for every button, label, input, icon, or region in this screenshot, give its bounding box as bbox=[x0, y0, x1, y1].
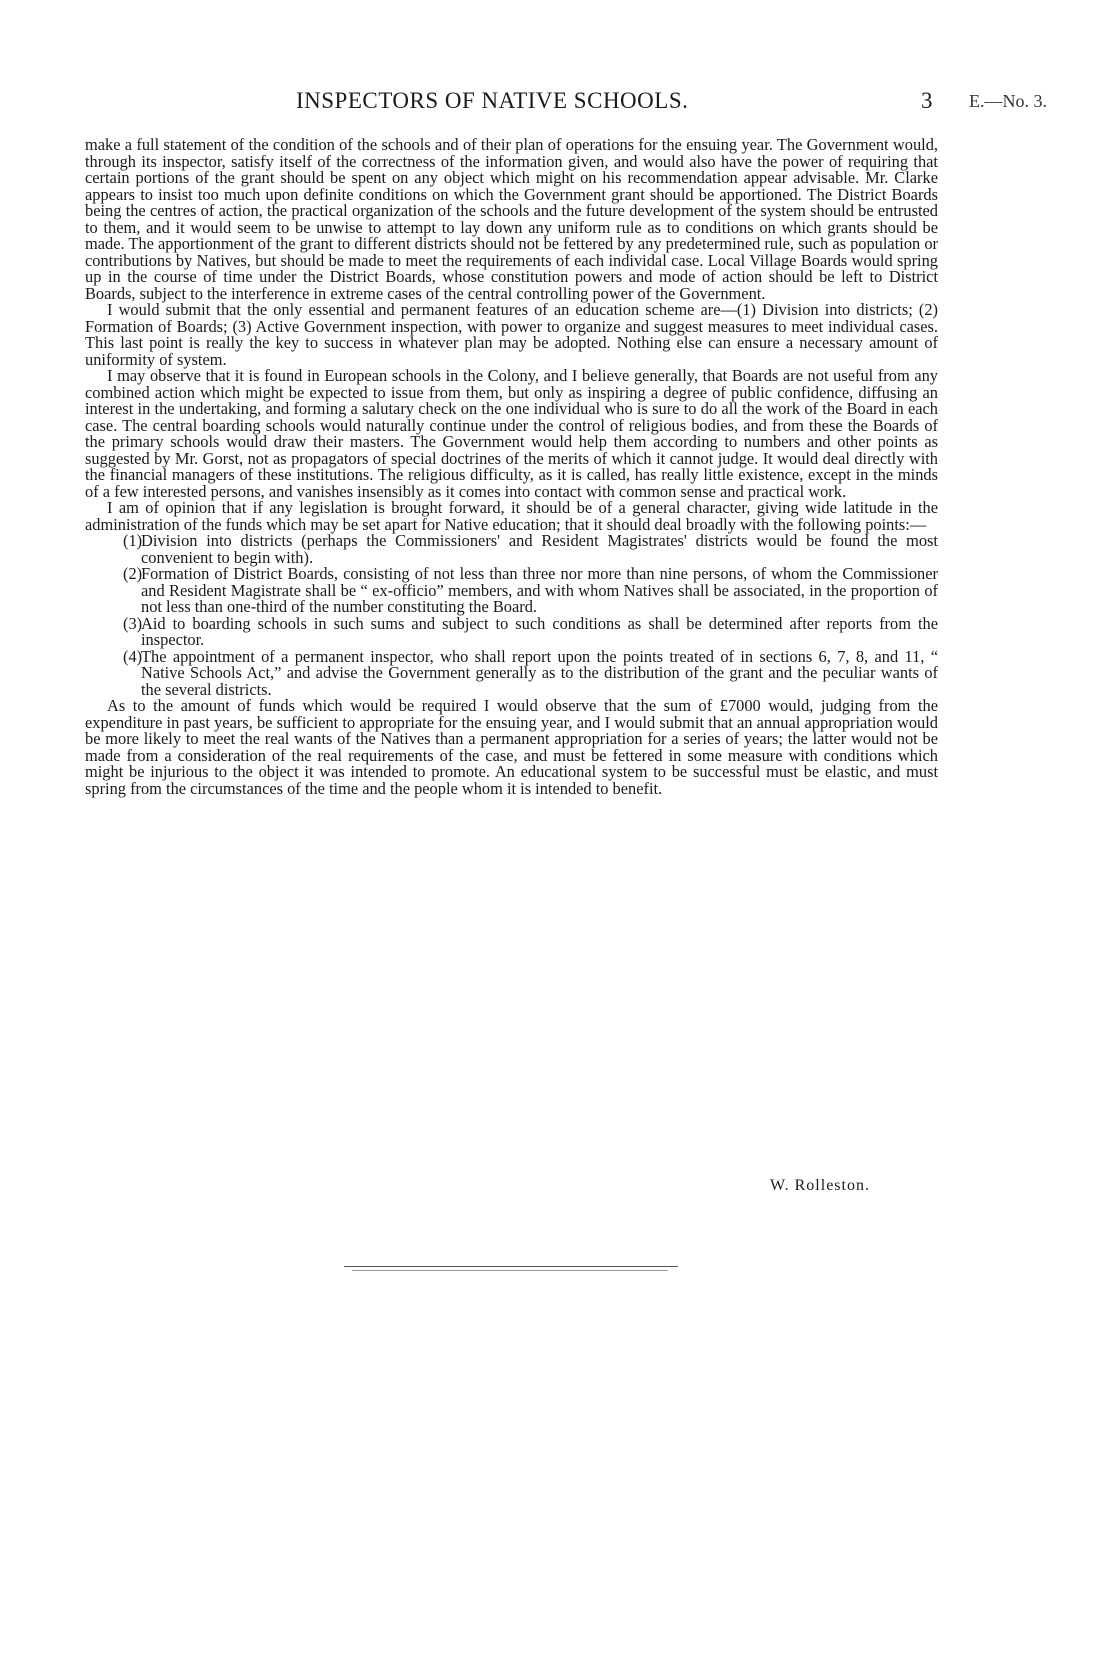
divider-line bbox=[352, 1270, 668, 1271]
page-title: INSPECTORS OF NATIVE SCHOOLS. bbox=[296, 88, 689, 113]
paragraph: I am of opinion that if any legislation is brought forward, it should be of a general character, giving wide latitude in the administration of the funds which may be set apart for Native education; that it should deal broadly with the following points:— bbox=[85, 498, 938, 534]
body-text bbox=[85, 137, 938, 797]
page-header bbox=[0, 88, 1114, 122]
list-item bbox=[85, 566, 938, 616]
list-item-text: Aid to boarding schools in such sums and subject to such conditions as shall be determined after reports from the inspector. bbox=[141, 613, 938, 649]
list-item-text: Division into districts (perhaps the Commissioners' and Resident Magistrates' districts would be found the most convenient to begin with). bbox=[141, 531, 938, 567]
list-item-number: (2) bbox=[123, 564, 143, 583]
list-item bbox=[85, 533, 938, 566]
divider-line bbox=[344, 1266, 678, 1267]
closing-paragraph: As to the amount of funds which would be required I would observe that the sum of £7000 would, judging from the expenditure in past years, be sufficient to appropriate for the ensuing year, and I would submit that an annual appropriation would be more likely to meet the real wants of the Natives than a permanent appropriation for a series of years; the latter would not be made from a consideration of the real requirements of the case, and must be fettered in some measure with conditions which might be injurious to the object it was intended to promote. An educational system to be successful must be elastic, and must spring from the circumstances of the time and the people whom it is intended to benefit. bbox=[85, 696, 938, 798]
document-reference: E.—No. 3. bbox=[969, 91, 1047, 111]
paragraph: make a full statement of the condition of the schools and of their plan of operations for the ensuing year. The Government would, through its inspector, satisfy itself of the correctness of the information given, and would also have the power of requiring that certain portions of the grant should be spent on any object which might on his recommendation appear advisable. Mr. Clarke appears to insist too much upon definite conditions on which the Government grant should be apportioned. The District Boards being the centres of action, the practical organization of the schools and the future development of the system should be entrusted to them, and it would seem to be unwise to attempt to lay down any uniform rule as to conditions on which grants should be made. The apportionment of the grant to different districts should not be fettered by any predetermined rule, such as population or contributions by Natives, but should be made to meet the requirements of each individal case. Local Village Boards would spring up in the course of time under the District Boards, whose constitution powers and mode of action should be left to District Boards, subject to the interference in extreme cases of the central controlling power of the Government. bbox=[85, 135, 938, 303]
list-item-text: The appointment of a permanent inspector, who shall report upon the points treated of in sections 6, 7, 8, and 11, “ Native Schools Act,” and advise the Government generally as to the distribution of the grant and the peculiar wants of the several districts. bbox=[141, 646, 938, 699]
paragraph: I may observe that it is found in European schools in the Colony, and I believe generally, that Boards are not useful from any combined action which might be expected to issue from them, but only as inspiring a degree of public confidence, diffusing an interest in the undertaking, and forming a salutary check on the one individual who is sure to do all the work of the Board in each case. The central boarding schools would naturally continue under the control of religious bodies, and from these the Boards of the primary schools would draw their masters. The Government would help them according to numbers and other points as suggested by Mr. Gorst, not as propagators of special doctrines of the merits of which it cannot judge. It would deal directly with the financial managers of these institutions. The religious difficulty, as it is called, has really little existence, except in the minds of a few interested persons, and vanishes insensibly as it comes into contact with common sense and practical work. bbox=[85, 366, 938, 501]
page-number: 3 bbox=[921, 88, 933, 113]
legislation-points-list bbox=[85, 533, 938, 698]
list-item-number: (3) bbox=[123, 613, 143, 633]
list-item bbox=[85, 646, 938, 699]
list-item-number: (4) bbox=[123, 646, 143, 666]
list-item-text: Formation of District Boards, consisting of not less than three nor more than nine persons, of whom the Commissioner and Resident Magistrate shall be “ ex-officio” members, and with whom Natives shall be associated, in the proportion of not less than one-third of the number constituting the Board. bbox=[141, 564, 938, 616]
paragraph: I would submit that the only essential and permanent features of an education scheme are—(1) Division into districts; (2) Formation of Boards; (3) Active Government inspection, with power to organize and suggest measures to meet individual cases. This last point is really the key to success in whatever plan may be adopted. Nothing else can ensure a necessary amount of uniformity of system. bbox=[85, 300, 938, 369]
signature: W. Rolleston. bbox=[770, 1177, 870, 1194]
end-rule-divider bbox=[344, 1266, 678, 1272]
list-item bbox=[85, 613, 938, 649]
list-item-number: (1) bbox=[123, 531, 143, 550]
